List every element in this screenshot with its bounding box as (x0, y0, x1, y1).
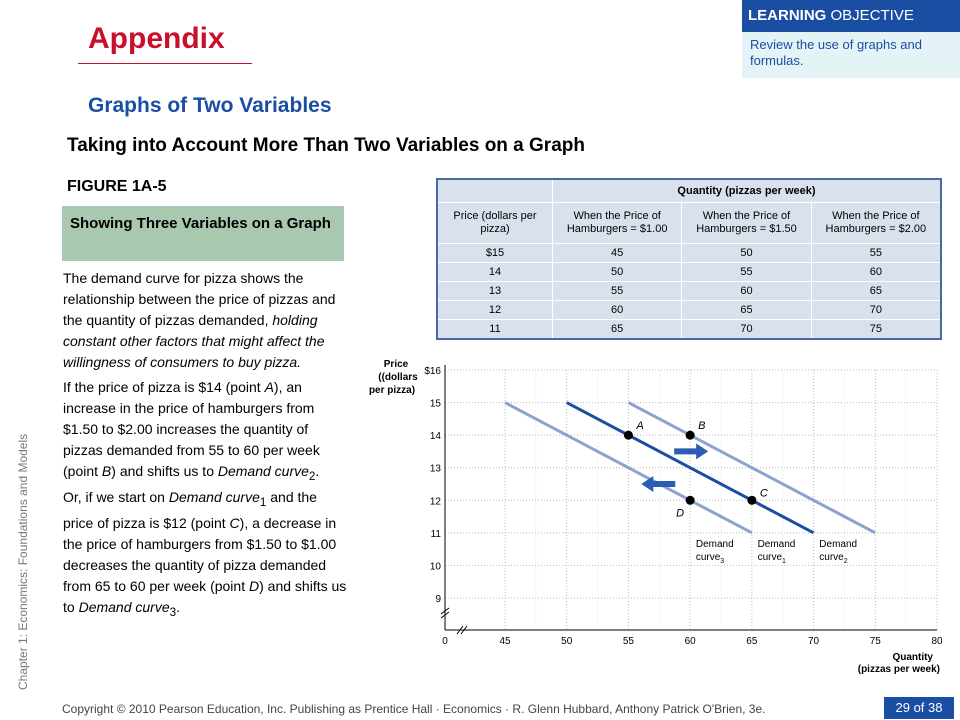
x-tick-label: 50 (561, 636, 573, 647)
table-row (437, 301, 941, 320)
x-tick-label: 45 (499, 636, 511, 647)
table-cell: 11 (437, 320, 553, 340)
y-tick-label: 13 (429, 463, 441, 475)
figure-caption: Showing Three Variables on a Graph (70, 215, 331, 232)
table-cell: 75 (811, 320, 941, 340)
table-title: Quantity (pizzas per week) (553, 179, 942, 203)
table-cell: 55 (811, 244, 941, 263)
table-cell: $15 (437, 244, 553, 263)
curve-label: curve$_1$ (757, 551, 786, 565)
p2-a: If the price of pizza is $14 (point (63, 379, 265, 395)
p3-h: Demand curve (78, 598, 170, 615)
x-tick-label: 65 (746, 636, 758, 647)
body-text (63, 268, 348, 622)
table-row (437, 244, 941, 263)
learning-objective-label-bold: LEARNING (748, 7, 827, 24)
paragraph-3 (63, 487, 348, 623)
p3-g: ) and shifts us to (63, 577, 347, 615)
point-label: C (759, 487, 768, 500)
p1-plain: The demand curve for pizza shows the relationship between the price of pizzas and the quantity of pizzas demanded, (63, 270, 336, 328)
table-cell: 65 (811, 282, 941, 301)
point-B (686, 431, 695, 440)
learning-objective-header (742, 0, 960, 32)
curve-label: curve$_2$ (819, 551, 848, 565)
point-A (624, 431, 633, 440)
table-cell: 12 (437, 301, 553, 320)
table-col-2: When the Price of Hamburgers = $1.50 (682, 203, 811, 244)
section-subtitle: Graphs of Two Variables (88, 94, 332, 117)
figure-caption-box (62, 206, 344, 261)
p2-sub: 2 (308, 469, 316, 483)
table-cell: 13 (437, 282, 553, 301)
y-axis-label: Price (383, 359, 409, 370)
x-tick-label: 55 (622, 636, 634, 647)
p2-e: ) and shifts us to (111, 463, 218, 479)
y-axis-label: per pizza) (368, 385, 416, 396)
p3-b: Demand curve (168, 488, 260, 505)
point-C (747, 496, 756, 505)
p2-c: ), an increase in the price of hamburgers from $1.50 to $2.00 increases the quantity of pizzas demanded from 55 to 60 per week (point (63, 379, 320, 479)
table-cell: 70 (811, 301, 941, 320)
table-cell: 70 (682, 320, 811, 340)
x-axis-label: (pizzas per week) (857, 664, 940, 675)
p3-sub1: 1 (259, 495, 267, 509)
table-cell: 60 (811, 263, 941, 282)
learning-objective-label-rest: OBJECTIVE (826, 7, 914, 24)
table-row (437, 263, 941, 282)
table-col-1: When the Price of Hamburgers = $1.00 (553, 203, 682, 244)
table-cell: 60 (553, 301, 682, 320)
p3-i: . (176, 598, 180, 615)
p3-f: D (249, 577, 260, 594)
point-label: D (676, 507, 685, 520)
table-corner (437, 179, 553, 203)
p3-sub3: 3 (169, 605, 177, 619)
demand-curves-chart (360, 355, 958, 695)
table-cell: 50 (553, 263, 682, 282)
x-tick-label: 60 (684, 636, 696, 647)
table-cell: 65 (682, 301, 811, 320)
table-cell: 55 (553, 282, 682, 301)
y-tick-label: 12 (429, 496, 441, 508)
y-tick-label: 10 (429, 561, 441, 573)
table-cell: 60 (682, 282, 811, 301)
x-tick-label: 75 (869, 636, 881, 647)
point-label: A (636, 420, 644, 433)
paragraph-2 (63, 377, 348, 487)
table-cell: 65 (553, 320, 682, 340)
curve-label: Demand (819, 538, 858, 550)
table-cell: 50 (682, 244, 811, 263)
figure-label: FIGURE 1A-5 (67, 178, 167, 195)
x-axis-label: Quantity (892, 652, 933, 663)
p3-c: and the price of pizza is $12 (point (63, 488, 317, 531)
y-tick-label: 15 (429, 398, 441, 410)
p2-d: B (101, 463, 112, 479)
curve-label: curve$_3$ (695, 551, 725, 565)
curve-label: Demand (695, 538, 734, 550)
demand-schedule-table (436, 178, 942, 340)
chapter-side-label: Chapter 1: Economics: Foundations and Models (16, 433, 30, 690)
page-number: 29 of 38 (884, 697, 954, 719)
paragraph-1 (63, 268, 348, 373)
p3-e: ), a decrease in the price of hamburgers from $1.50 to $1.00 decreases the quantity of pizza demanded from 65 to 60 per week (point (63, 514, 337, 594)
p2-b: A (264, 379, 274, 395)
y-tick-label: $16 (424, 366, 441, 377)
curve-label: Demand (757, 538, 796, 550)
table-row (437, 320, 941, 340)
slide-heading: Taking into Account More Than Two Variables on a Graph (67, 135, 585, 156)
table-col-price: Price (dollars per pizza) (437, 203, 553, 244)
table-cell: 45 (553, 244, 682, 263)
x-tick-label: 70 (808, 636, 820, 647)
p1-italic: holding constant other factors that might affect the willingness of consumers to buy pizza. (63, 312, 325, 370)
title-underline (78, 63, 252, 64)
table-row (437, 282, 941, 301)
y-tick-label: 14 (429, 431, 441, 443)
p3-d: C (229, 514, 240, 531)
point-D (686, 496, 695, 505)
point-label: B (698, 420, 706, 433)
p3-a: Or, if we start on (63, 488, 169, 505)
p2-g: . (315, 463, 320, 479)
table-cell: 55 (682, 263, 811, 282)
y-tick-label: 11 (430, 528, 441, 540)
table-col-3: When the Price of Hamburgers = $2.00 (811, 203, 941, 244)
learning-objective-text: Review the use of graphs and formulas. (750, 37, 922, 68)
page-title: Appendix (88, 22, 225, 55)
table-cell: 14 (437, 263, 553, 282)
y-tick-label: 9 (435, 594, 441, 605)
x-tick-label: 80 (931, 636, 943, 647)
p2-f: Demand curve (217, 463, 309, 479)
x-tick-label: 0 (442, 636, 448, 647)
copyright-text: Copyright © 2010 Pearson Education, Inc. Publishing as Prentice Hall · Economics · R. Glenn Hubbard, Anthony Patrick O'Brien, 3e. (62, 702, 766, 716)
y-axis-label: ((dollars (378, 372, 418, 383)
